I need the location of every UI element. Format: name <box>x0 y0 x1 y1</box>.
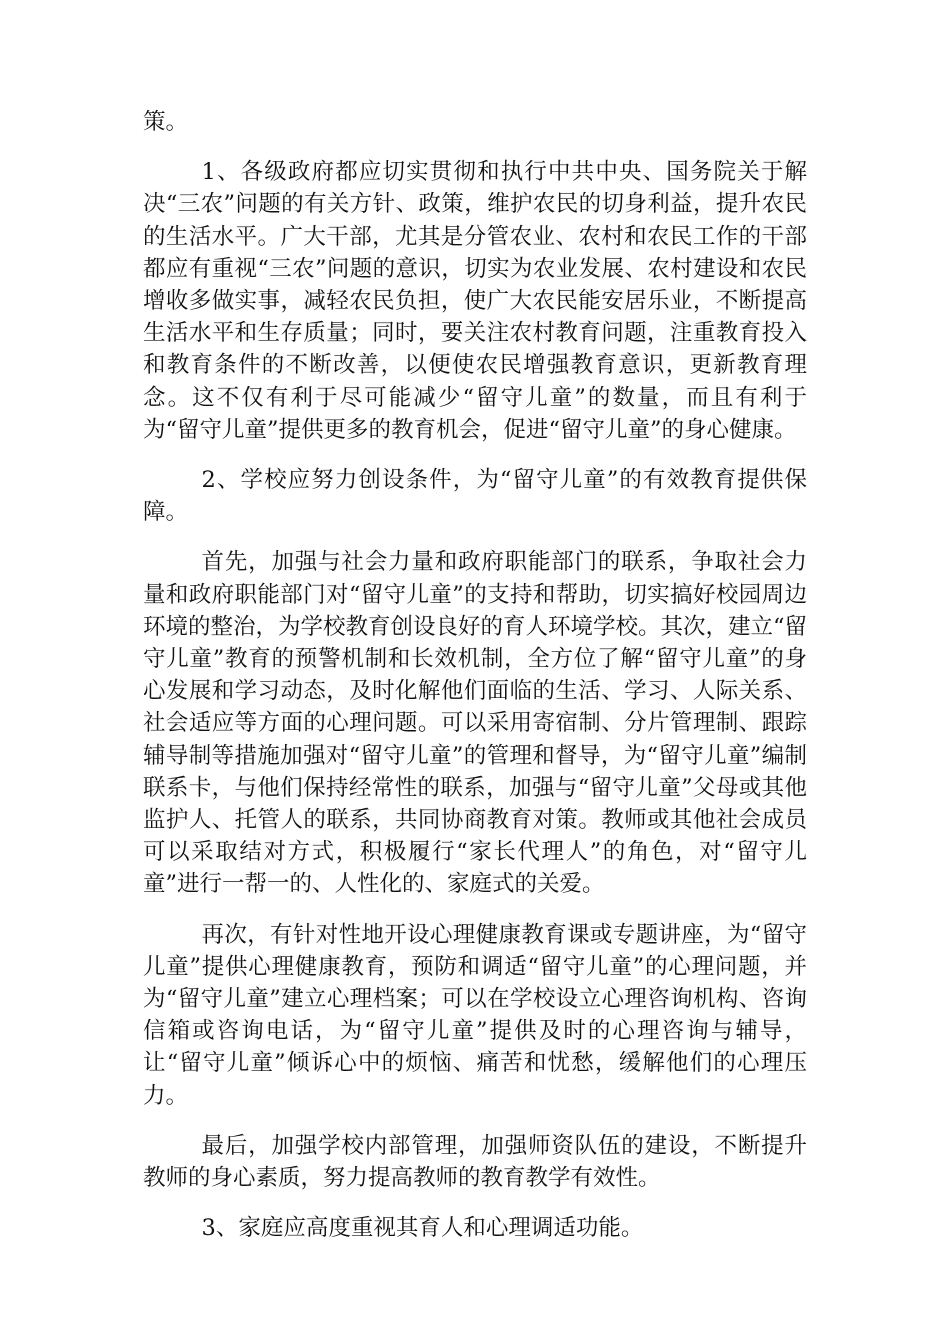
paragraph-continuation: 策。 <box>143 109 189 135</box>
paragraph-school-measures: 2、学校应努力创设条件，为“留守儿童”的有效教育提供保障。 <box>143 467 807 526</box>
paragraph-finally: 最后，加强学校内部管理，加强师资队伍的建设，不断提升教师的身心素质，努力提高教师的教育教学有效性。 <box>143 1132 807 1192</box>
paragraph-next: 再次，有针对性地开设心理健康教育课或专题讲座，为“留守儿童”提供心理健康教育，预防和调适“留守儿童”的心理问题，并为“留守儿童”建立心理档案；可以在学校设立心理咨询机构、咨询信箱或咨询电话，为“留守儿童”提供及时的心理咨询与辅导，让“留守儿童”倾诉心中的烦恼、痛苦和忧愁，缓解他们的心理压力。 <box>143 921 807 1109</box>
document-body <box>143 106 807 1263</box>
paragraph-government-measures: 1、各级政府都应切实贯彻和执行中共中央、国务院关于解决“三农”问题的有关方针、政策，维护农民的切身利益，提升农民的生活水平。广大干部，尤其是分管农业、农村和农民工作的干部都应有重视“三农”问题的意识，切实为农业发展、农村建设和农民增收多做实事，减轻农民负担，使广大农民能安居乐业，不断提高生活水平和生存质量；同时，要关注农村教育问题，注重教育投入和教育条件的不断改善，以便使农民增强教育意识，更新教育理念。这不仅有利于尽可能减少“留守儿童”的数量，而且有利于为“留守儿童”提供更多的教育机会，促进“留守儿童”的身心健康。 <box>143 159 807 443</box>
paragraph-family-measures: 3、家庭应高度重视其育人和心理调适功能。 <box>201 1215 644 1242</box>
paragraph-first: 首先，加强与社会力量和政府职能部门的联系，争取社会力量和政府职能部门对“留守儿童”的支持和帮助，切实搞好校园周边环境的整治，为学校教育创设良好的育人环境学校。其次，建立“留守儿童”教育的预警机制和长效机制，全方位了解“留守儿童”的身心发展和学习动态，及时化解他们面临的生活、学习、人际关系、社会适应等方面的心理问题。可以采用寄宿制、分片管理制、跟踪辅导制等措施加强对“留守儿童”的管理和督导，为“留守儿童”编制联系卡，与他们保持经常性的联系，加强与“留守儿童”父母或其他监护人、托管人的联系，共同协商教育对策。教师或其他社会成员可以采取结对方式，积极履行“家长代理人”的角色，对“留守儿童”进行一帮一的、人性化的、家庭式的关爱。 <box>143 549 808 898</box>
